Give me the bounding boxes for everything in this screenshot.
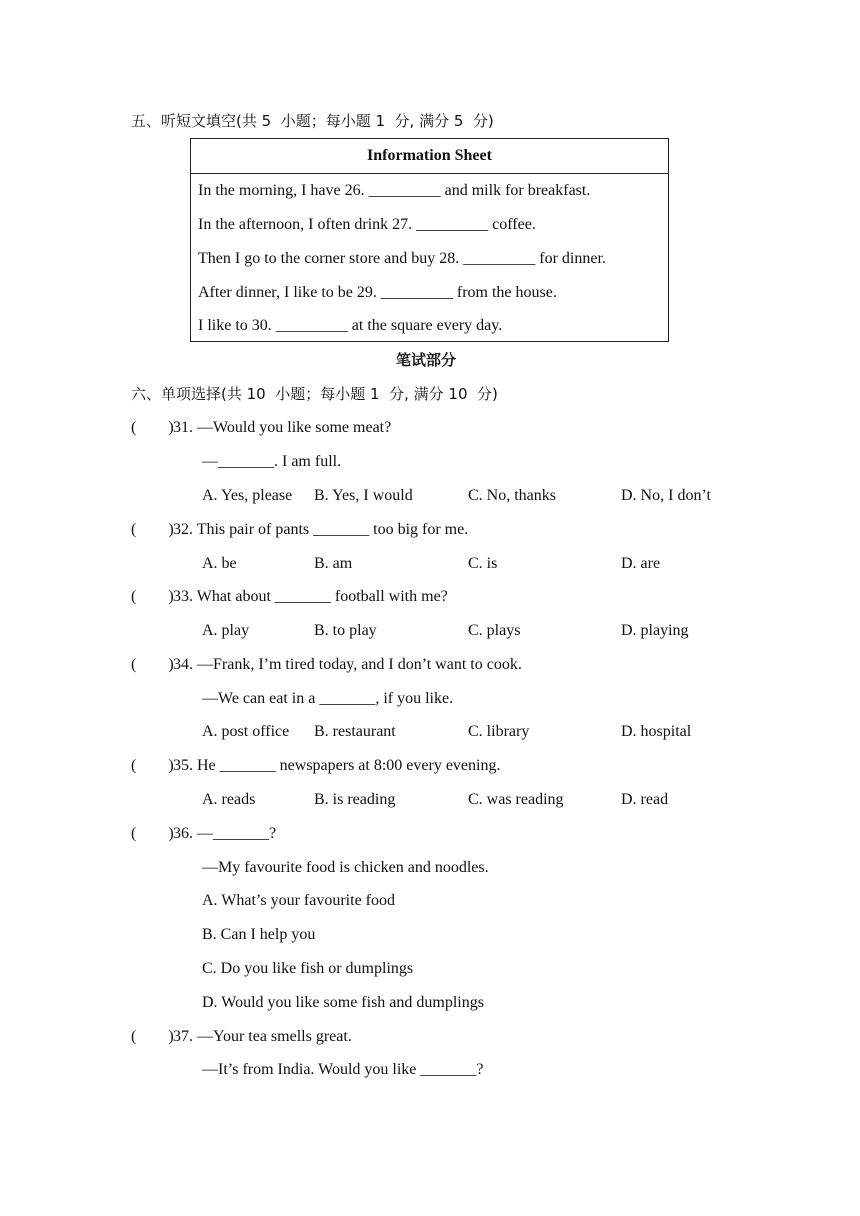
- section-5-heading: 五、听短文填空(共 5 小题；每小题 1 分, 满分 5 分): [131, 112, 494, 130]
- written-part-title: 笔试部分: [396, 351, 457, 369]
- q32-option-a: A. be: [202, 555, 237, 572]
- q34-option-c: C. library: [468, 723, 530, 740]
- q34-option-b: B. restaurant: [314, 723, 396, 740]
- answer-bracket-32: ( ): [131, 521, 174, 538]
- q33-option-b: B. to play: [314, 622, 377, 639]
- q31-option-d: D. No, I don’t: [621, 487, 711, 504]
- q35-option-d: D. read: [621, 791, 669, 808]
- q33-option-a: A. play: [202, 622, 250, 639]
- question-32-stem: 32. This pair of pants _______ too big for me.: [173, 521, 469, 538]
- q36-option-b: B. Can I help you: [202, 926, 316, 943]
- q35-option-c: C. was reading: [468, 791, 564, 808]
- sheet-row-28: Then I go to the corner store and buy 28. _________ for dinner.: [198, 250, 606, 267]
- question-35-stem: 35. He _______ newspapers at 8:00 every evening.: [173, 757, 501, 774]
- q36-option-d: D. Would you like some fish and dumplings: [202, 994, 484, 1011]
- question-34-stem: 34. —Frank, I’m tired today, and I don’t want to cook.: [173, 656, 522, 673]
- q31-option-b: B. Yes, I would: [314, 487, 413, 504]
- question-36-reply: —My favourite food is chicken and noodles.: [202, 859, 489, 876]
- question-31-reply: —_______. I am full.: [202, 453, 342, 470]
- q32-option-d: D. are: [621, 555, 661, 572]
- answer-bracket-33: ( ): [131, 588, 174, 605]
- information-sheet-table: [190, 138, 669, 342]
- section-6-heading: 六、单项选择(共 10 小题；每小题 1 分, 满分 10 分): [131, 385, 498, 403]
- q36-option-c: C. Do you like fish or dumplings: [202, 960, 414, 977]
- sheet-row-30: I like to 30. _________ at the square every day.: [198, 317, 503, 334]
- q34-option-a: A. post office: [202, 723, 290, 740]
- q33-option-d: D. playing: [621, 622, 689, 639]
- answer-bracket-37: ( ): [131, 1028, 174, 1045]
- q32-option-b: B. am: [314, 555, 353, 572]
- question-37-stem: 37. —Your tea smells great.: [173, 1028, 352, 1045]
- q35-option-a: A. reads: [202, 791, 256, 808]
- sheet-row-29: After dinner, I like to be 29. _________ from the house.: [198, 284, 557, 301]
- question-33-stem: 33. What about _______ football with me?: [173, 588, 448, 605]
- answer-bracket-35: ( ): [131, 757, 174, 774]
- question-31-stem: 31. —Would you like some meat?: [173, 419, 392, 436]
- answer-bracket-34: ( ): [131, 656, 174, 673]
- q32-option-c: C. is: [468, 555, 498, 572]
- q35-option-b: B. is reading: [314, 791, 396, 808]
- q33-option-c: C. plays: [468, 622, 521, 639]
- q31-option-a: A. Yes, please: [202, 487, 293, 504]
- q31-option-c: C. No, thanks: [468, 487, 556, 504]
- sheet-row-27: In the afternoon, I often drink 27. _________ coffee.: [198, 216, 536, 233]
- question-34-reply: —We can eat in a _______, if you like.: [202, 690, 454, 707]
- question-37-reply: —It’s from India. Would you like _______?: [202, 1061, 484, 1078]
- question-36-stem: 36. —_______?: [173, 825, 277, 842]
- q34-option-d: D. hospital: [621, 723, 692, 740]
- answer-bracket-31: ( ): [131, 419, 174, 436]
- information-sheet-title: Information Sheet: [191, 139, 668, 174]
- sheet-row-26: In the morning, I have 26. _________ and milk for breakfast.: [198, 182, 591, 199]
- q36-option-a: A. What’s your favourite food: [202, 892, 395, 909]
- answer-bracket-36: ( ): [131, 825, 174, 842]
